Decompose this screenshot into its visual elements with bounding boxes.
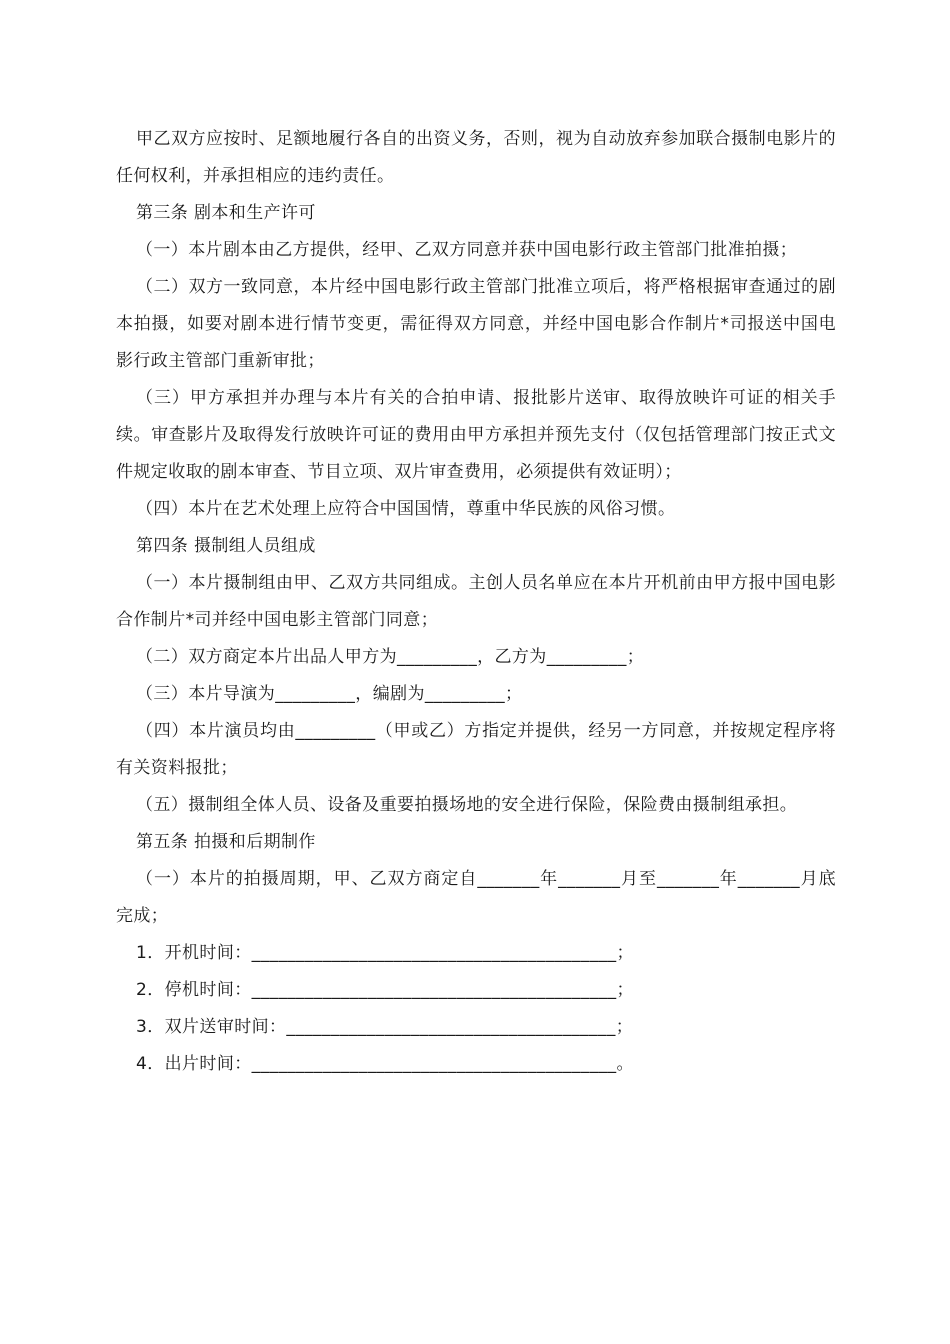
article-5-heading: 第五条 拍摄和后期制作: [136, 832, 316, 852]
article-4-clause-3: （三）本片导演为_________，编剧为_________；: [136, 684, 523, 704]
article-4-heading: 第四条 摄制组人员组成: [136, 536, 316, 556]
schedule-item-start: 1．开机时间：_________________________________________；: [136, 943, 634, 963]
article-4-clause-1: （一）本片摄制组由甲、乙双方共同组成。主创人员名单应在本片开机前由甲方报中国电影合作制片*司并经中国电影主管部门同意；: [116, 573, 836, 630]
article-3-clause-3: （三）甲方承担并办理与本片有关的合拍申请、报批影片送审、取得放映许可证的相关手续。审查影片及取得发行放映许可证的费用由甲方承担并预先支付（仅包括管理部门按正式文件规定收取的剧本审查、节目立项、双片审查费用，必须提供有效证明）；: [116, 388, 836, 482]
document-body: [116, 121, 836, 1083]
schedule-item-stop: 2．停机时间：_________________________________________；: [136, 980, 634, 1000]
paragraph-investment-obligation: 甲乙双方应按时、足额地履行各自的出资义务，否则，视为自动放弃参加联合摄制电影片的任何权利，并承担相应的违约责任。: [116, 129, 836, 186]
article-3-clause-2: （二）双方一致同意，本片经中国电影行政主管部门批准立项后，将严格根据审查通过的剧本拍摄，如要对剧本进行情节变更，需征得双方同意，并经中国电影合作制片*司报送中国电影行政主管部门重新审批；: [116, 277, 836, 371]
article-4-clause-4: （四）本片演员均由_________（甲或乙）方指定并提供，经另一方同意，并按规定程序将有关资料报批；: [116, 721, 836, 778]
article-3-heading: 第三条 剧本和生产许可: [136, 203, 316, 223]
article-3-clause-1: （一）本片剧本由乙方提供，经甲、乙双方同意并获中国电影行政主管部门批准拍摄；: [136, 240, 798, 260]
schedule-item-release: 4．出片时间：_________________________________________。: [136, 1054, 634, 1074]
article-4-clause-5: （五）摄制组全体人员、设备及重要拍摄场地的安全进行保险，保险费由摄制组承担。: [136, 795, 798, 815]
article-4-clause-2: （二）双方商定本片出品人甲方为_________，乙方为_________；: [136, 647, 645, 667]
article-3-clause-4: （四）本片在艺术处理上应符合中国国情，尊重中华民族的风俗习惯。: [136, 499, 676, 519]
article-5-clause-1: （一）本片的拍摄周期，甲、乙双方商定自_______年_______月至_______年_______月底完成；: [116, 869, 836, 926]
schedule-item-review: 3．双片送审时间：_____________________________________；: [136, 1017, 634, 1037]
